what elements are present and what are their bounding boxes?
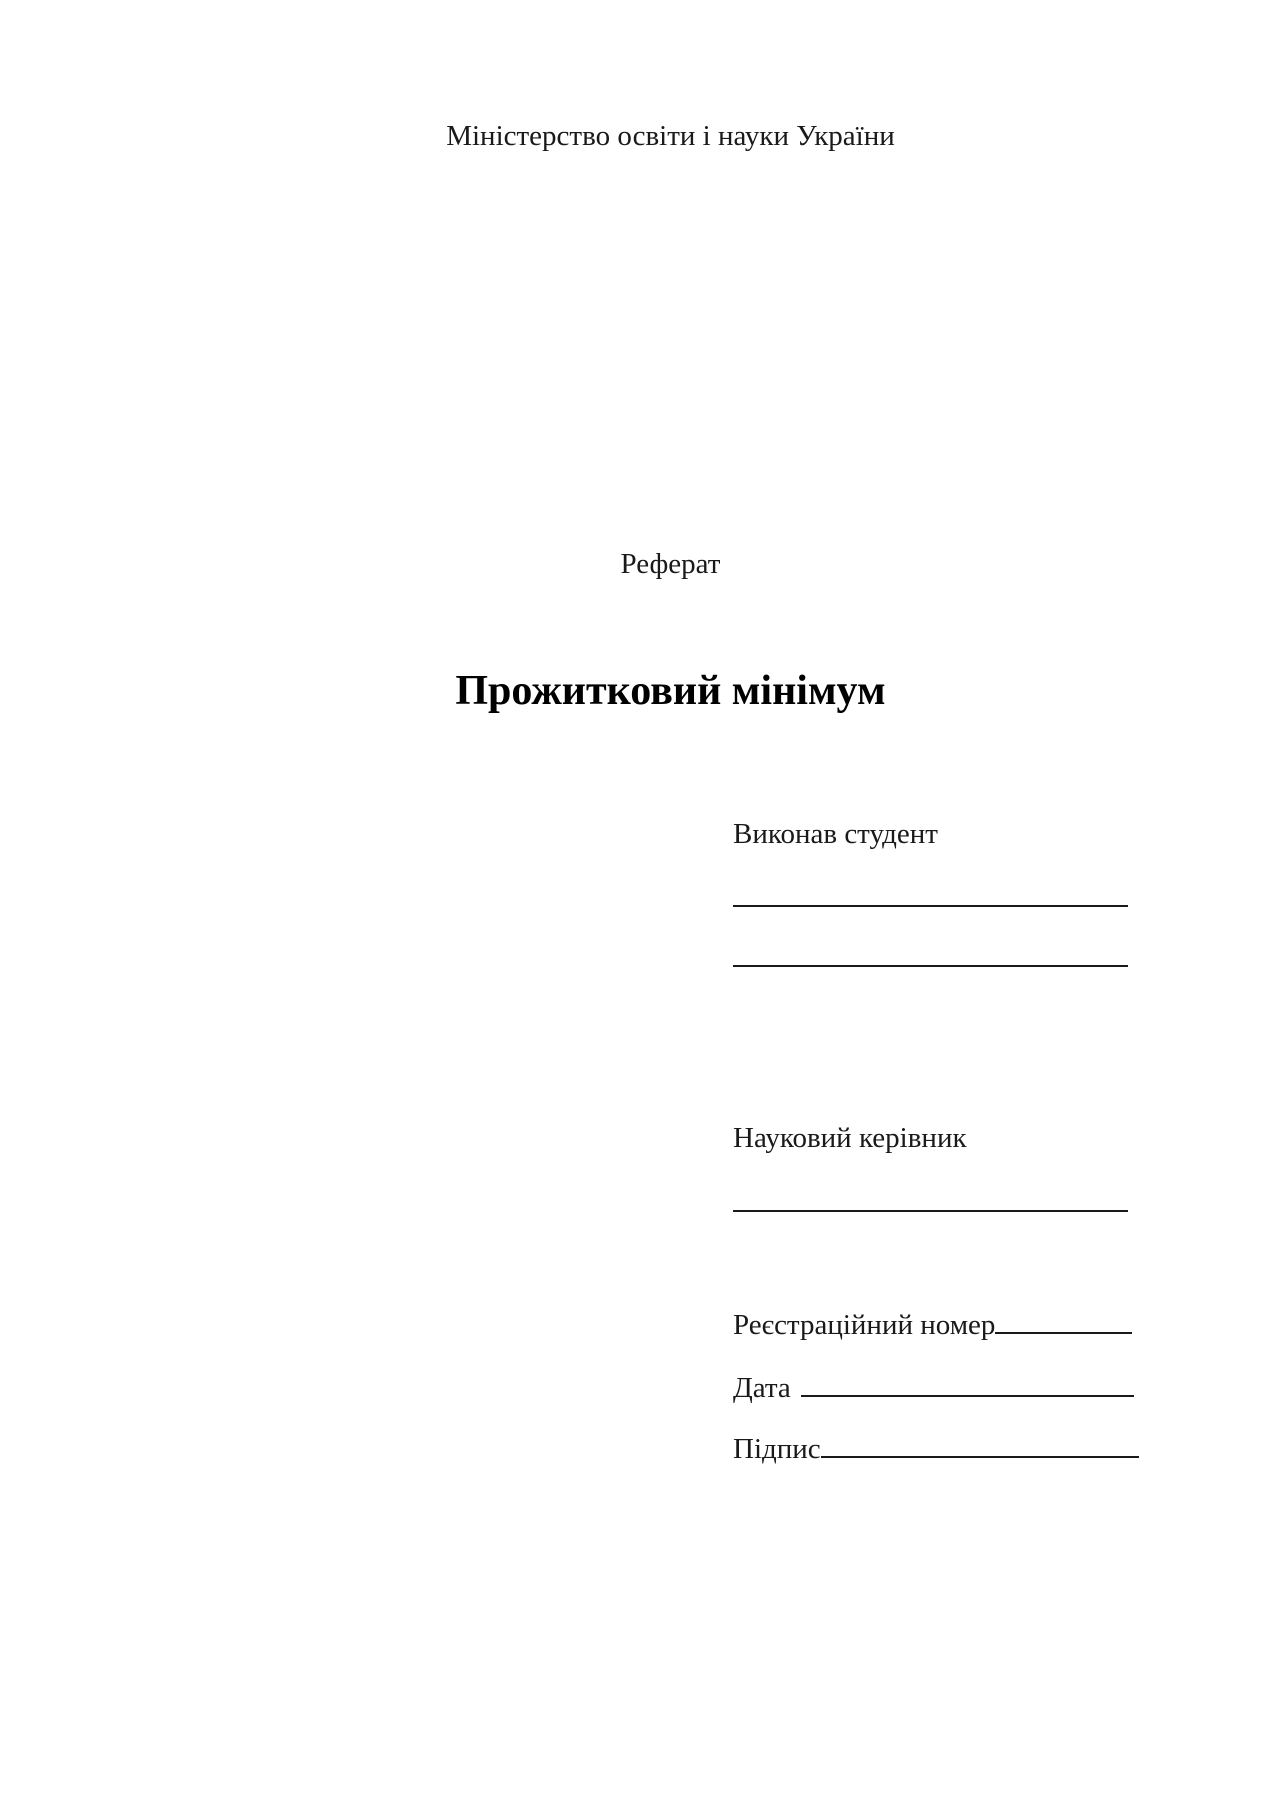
signature-label: Підпис (733, 1433, 821, 1465)
signature-field (733, 1430, 1139, 1466)
student-label: Виконав студент (733, 818, 938, 850)
date-label: Дата (733, 1372, 791, 1404)
student-name-line-1 (733, 905, 1128, 907)
registration-number-blank (995, 1306, 1132, 1334)
document-type: Реферат (620, 548, 721, 580)
date-blank (801, 1369, 1134, 1397)
date-field (733, 1369, 1134, 1405)
student-name-line-2 (733, 965, 1128, 967)
registration-number-label: Реєстраційний номер (733, 1309, 996, 1341)
supervisor-label: Науковий керівник (733, 1122, 967, 1154)
document-title: Прожитковий мінімум (455, 668, 886, 714)
signature-blank (821, 1430, 1139, 1458)
registration-number-field (733, 1306, 1132, 1342)
supervisor-name-line (733, 1210, 1128, 1212)
ministry-heading: Міністерство освіти і науки України (446, 120, 895, 152)
